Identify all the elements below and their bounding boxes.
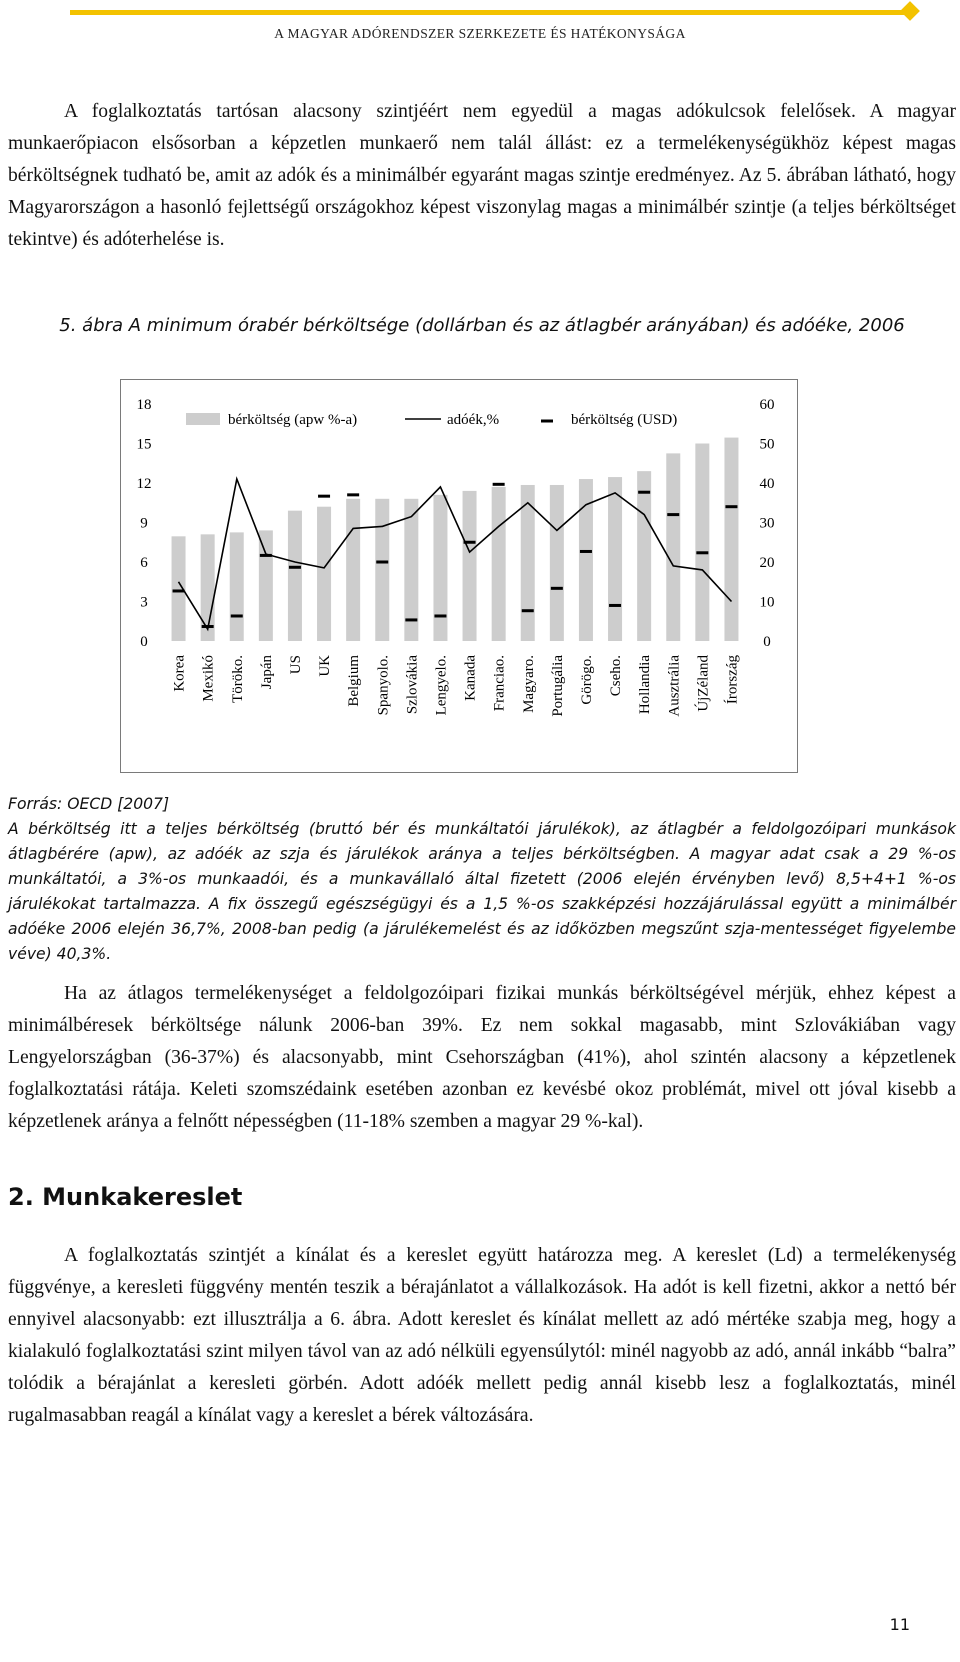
x-tick-label-8: Szlovákia — [404, 655, 421, 715]
y-left-tick-1: 3 — [140, 594, 148, 611]
x-tick-label-1: Mexikó — [200, 655, 217, 702]
chart — [120, 379, 798, 773]
x-tick-label-2: Törökо. — [229, 655, 246, 703]
y-right-tick-4: 40 — [759, 476, 775, 492]
legend-swatch-bar — [186, 413, 220, 425]
y-right-tick-0: 0 — [763, 634, 771, 650]
section-heading: 2. Munkakereslet — [8, 1183, 243, 1211]
bar-18 — [695, 444, 709, 642]
bar-6 — [346, 499, 360, 641]
x-tick-label-16: Hollandia — [637, 655, 654, 715]
x-tick-label-9: Lengyelo. — [433, 655, 450, 716]
x-tick-label-19: Írország — [724, 655, 741, 705]
x-tick-label-14: Görögo. — [578, 655, 595, 705]
y-left-tick-3: 9 — [140, 515, 148, 532]
page-number: 11 — [889, 1615, 910, 1634]
x-tick-label-0: Korea — [171, 655, 188, 692]
y-right-tick-3: 30 — [759, 515, 775, 532]
x-tick-label-6: Belgium — [346, 655, 363, 707]
bar-16 — [637, 471, 651, 641]
running-header: A MAGYAR ADÓRENDSZER SZERKEZETE ÉS HATÉKONYSÁGA — [274, 26, 686, 41]
bar-15 — [608, 477, 622, 641]
legend-label-bar: bérköltség (apw %-a) — [228, 412, 358, 428]
x-tick-label-15: Cseho. — [608, 655, 625, 697]
x-tick-label-5: UK — [317, 655, 334, 677]
figure-caption: 5. ábra A minimum órabér bérköltsége (dollárban és az átlagbér arányában) és adóéke, 2006 — [59, 315, 905, 336]
y-left-tick-5: 15 — [136, 436, 152, 453]
y-right-tick-1: 10 — [759, 594, 775, 611]
y-right-tick-6: 60 — [759, 397, 775, 413]
x-tick-label-4: US — [287, 655, 304, 675]
paragraph-3: A foglalkoztatás szintjét a kínálat és a kereslet együtt határozza meg. A kereslet (Ld) a termelékenység függvénye, a keresleti függvény mentén teszik a bérajánlatot a vállalkozások. Ha adót is kell fizetni, akkor a nettó bér ennyivel alacsonyabb: ezt illusztrálja a 6. ábra. Adott kereslet és kínálat mellett az adó mértéke szabja meg, hogy a kialakuló foglalkoztatási szint milyen távol van az adó nélküli egyensúlytól: minél nagyobb az adó, annál inkább “balra” tolódik a bérajánlat a keresleti görbén. Adott adóék mellett pedig annál kisebb lesz a foglalkoztatás, minél rugalmasabban reagál a kínálat vagy a kereslet a bérek változására. — [8, 1245, 956, 1426]
bar-3 — [259, 530, 273, 641]
bar-7 — [375, 499, 389, 641]
legend-label-dash: bérköltség (USD) — [571, 412, 678, 428]
x-tick-label-10: Kanada — [462, 655, 479, 701]
x-tick-label-3: Japán — [258, 655, 275, 690]
bar-10 — [463, 491, 477, 641]
bar-19 — [724, 438, 738, 641]
bar-9 — [433, 495, 447, 641]
bar-5 — [317, 507, 331, 641]
bar-2 — [230, 532, 244, 641]
y-left-tick-2: 6 — [140, 555, 148, 571]
bar-13 — [550, 485, 564, 641]
header-rule — [70, 10, 912, 15]
bar-1 — [201, 534, 215, 641]
y-right-tick-5: 50 — [759, 436, 775, 453]
bar-4 — [288, 511, 302, 641]
y-left-tick-0: 0 — [140, 634, 148, 650]
bar-17 — [666, 453, 680, 641]
figure-source-note — [8, 792, 956, 967]
paragraph-2: Ha az átlagos termelékenységet a feldolgozóipari fizikai munkás bérköltségével mérjük, ehhez képest a minimálbéresek bérköltsége nálunk 2006-ban 39%. Ez nem sokkal magasabb, mint Szlovákiában vagy Lengyelországban (36-37%) és alacsonyabb, mint Csehországban (41%), ahol szintén alacsony a képzetlenek foglalkoztatási rátája. Keleti szomszédaink esetében azonban ez kevésbé okoz problémát, mivel ott jóval kisebb a képzetlenek aránya a felnőtt népességben (11-18% szemben a magyar 29 %-kal). — [8, 983, 956, 1132]
figure-note: A bérköltség itt a teljes bérköltség (bruttó bér és munkáltatói járulékok), az átlagbér a feldolgozóipari munkások átlagbérére (apw), az adóék az szja és járulékok aránya a teljes bérköltségben. A magyar adat csak a 29 %-os munkáltatói, a 3%-os munkaadói, és a munkavállaló által fizetett (2006 elején érvényben levő) 8,5+4+1 %-os járulékokat tartalmazza. A fix összegű egészségügyi és a 1,5 %-os szakképzési hozzájárulással együtt a minimálbér adóéke 2006 elején 36,7%, 2008-ban pedig (a járulékemelést és az időközben megszűnt szja-mentességet figyelembe véve) 40,3%. — [8, 820, 956, 963]
y-left-tick-4: 12 — [136, 476, 152, 492]
header-diamond-ornament — [900, 1, 920, 21]
legend-label-line: adóék,% — [447, 412, 500, 428]
x-tick-label-18: ÚjZéland — [695, 655, 712, 712]
y-left-tick-6: 18 — [136, 397, 152, 413]
paragraph-1: A foglalkoztatás tartósan alacsony szintjéért nem egyedül a magas adókulcsok felelősek. A magyar munkaerőpiacon elsősorban a képzetlen munkaerő nem talál állást: ez a termelékenységükhöz képest magas bérköltségnek tudható be, amit az adók és a minimálbér egyaránt magas szintje eredményez. Az 5. ábrában látható, hogy Magyarországon a hasonló fejlettségű országokhoz képest viszonylag magas a minimálbér szintje (a teljes bérköltséget tekintve) és adóterhelése is. — [8, 101, 956, 250]
x-tick-label-17: Ausztrália — [666, 655, 683, 717]
x-tick-label-7: Spanyolo. — [375, 655, 392, 716]
x-tick-label-13: Portugália — [549, 655, 566, 717]
y-right-tick-2: 20 — [759, 555, 775, 571]
legend — [186, 412, 677, 428]
x-tick-label-11: Franciao. — [491, 655, 508, 712]
figure-source: Forrás: OECD [2007] — [8, 795, 170, 813]
bar-11 — [492, 487, 506, 641]
x-tick-label-12: Magyaro. — [520, 655, 537, 713]
